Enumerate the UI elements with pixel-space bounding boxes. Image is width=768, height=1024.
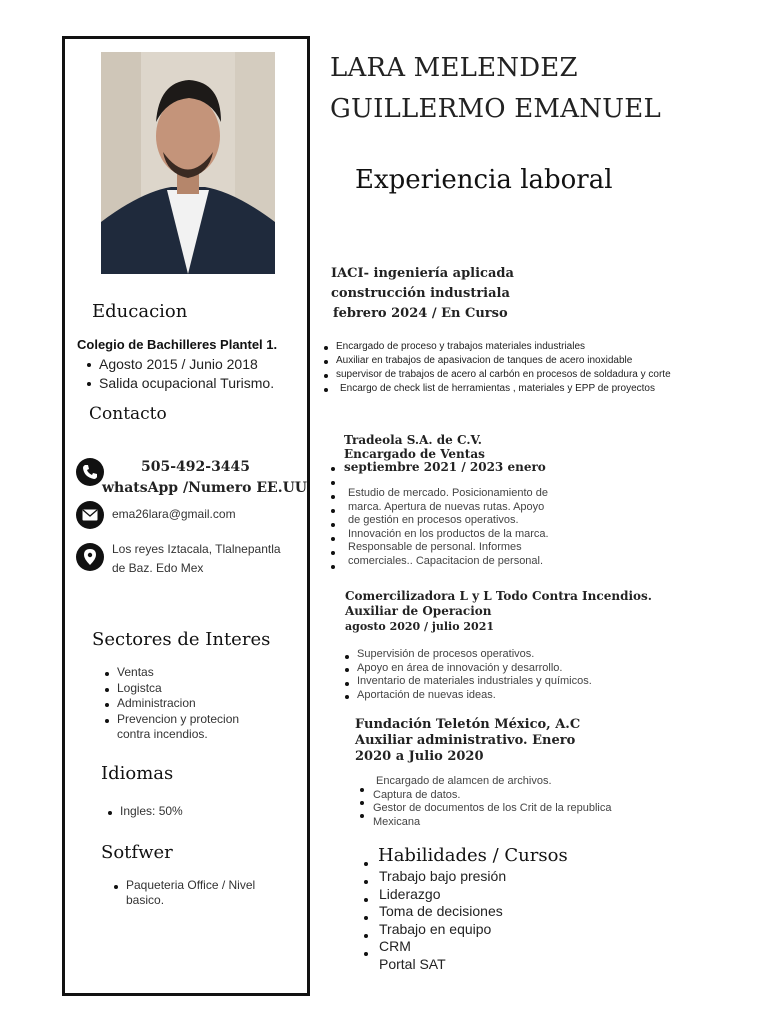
job-period: septiembre 2021 / 2023 enero (344, 460, 546, 474)
job-period: febrero 2024 / En Curso (333, 306, 508, 321)
list-item: Innovación en los productos de la marca. (348, 527, 549, 540)
profile-photo (101, 52, 275, 274)
interests-title: Sectores de Interes (92, 629, 271, 650)
experience-title: Experiencia laboral (355, 165, 613, 195)
list-item: Salida ocupacional Turismo. (85, 374, 274, 393)
skills-list (379, 868, 506, 973)
name-line-1: LARA MELENDEZ (330, 53, 578, 83)
envelope-icon (76, 501, 104, 529)
list-item: Auxiliar en trabajos de apasivacion de tanques de acero inoxidable (322, 354, 682, 368)
job-tasks (343, 648, 643, 702)
job-period: agosto 2020 / julio 2021 (345, 620, 495, 633)
list-item: Trabajo bajo presión (379, 868, 507, 884)
list-item: Paqueteria Office / Nivel basico. (112, 878, 272, 908)
bullet-column (331, 467, 335, 569)
job-company: IACI- ingeniería aplicada (331, 266, 514, 281)
list-item: Portal SAT (379, 955, 446, 972)
list-item: Inventario de materiales industriales y químicos. (343, 675, 643, 689)
list-item: comerciales.. Capacitacion de personal. (348, 554, 544, 567)
job-header (344, 434, 546, 475)
job-tasks (322, 340, 682, 396)
map-pin-icon (76, 543, 104, 571)
education-title: Educacion (92, 301, 188, 322)
software-title: Sotfwer (101, 842, 173, 863)
list-item: Ventas (103, 665, 273, 681)
list-item: Prevencion y protecion contra incendios. (103, 712, 273, 743)
name-line-2: GUILLERMO EMANUEL (330, 94, 661, 124)
list-item: Apoyo en área de innovación y desarrollo. (343, 662, 643, 676)
job-company: Fundación Teletón México, A.C (355, 717, 581, 732)
languages-list (106, 804, 183, 818)
list-item: marca. Apertura de nuevas rutas. Apoyo (348, 500, 545, 513)
list-item: de gestión en procesos operativos. (348, 514, 519, 526)
list-item: Liderazgo (379, 885, 441, 902)
list-item: Aportación de nuevas ideas. (343, 689, 643, 703)
languages-title: Idiomas (101, 763, 174, 784)
job-company: Comercilizadora L y L Todo Contra Incendios. (345, 589, 652, 603)
address-line-2: de Baz. Edo Mex (112, 561, 204, 575)
job-role: Auxiliar de Operacion (345, 604, 492, 618)
skills-title: Habilidades / Cursos (378, 845, 568, 866)
contact-title: Contacto (89, 404, 167, 424)
job-role: Encargado de Ventas (344, 446, 485, 461)
contact-phone-note: whatsApp /Numero EE.UU (102, 480, 307, 496)
list-item: Captura de datos. (373, 788, 461, 801)
contact-email[interactable]: ema26lara@gmail.com (112, 507, 236, 521)
interests-list (103, 665, 273, 743)
phone-icon (76, 458, 104, 486)
list-item: Supervisión de procesos operativos. (343, 648, 643, 662)
list-item: Administracion (103, 696, 273, 712)
list-item: Gestor de documentos de los Crit de la republica (373, 802, 612, 814)
contact-address (112, 540, 281, 578)
list-item: supervisor de trabajos de acero al carbón en procesos de soldadura y corte (322, 368, 682, 382)
list-item: Responsable de personal. Informes (348, 541, 522, 553)
bullet-column (364, 862, 368, 956)
job-header (345, 589, 652, 634)
contact-phone: 505-492-3445 (141, 459, 251, 475)
address-line-1: Los reyes Iztacala, Tlalnepantla (112, 542, 281, 556)
job-role: construcción industriala (331, 286, 510, 301)
education-list (85, 355, 274, 393)
list-item: Encargado de alamcen de archivos. (376, 775, 552, 787)
list-item: Agosto 2015 / Junio 2018 (85, 355, 274, 374)
list-item: Trabajo en equipo (379, 920, 492, 937)
job-header (355, 717, 580, 765)
bullet-column (360, 788, 364, 818)
list-item: Logistca (103, 681, 273, 697)
list-item: Toma de decisiones (379, 903, 503, 919)
list-item: Estudio de mercado. Posicionamiento de (348, 487, 548, 499)
education-school: Colegio de Bachilleres Plantel 1. (77, 337, 278, 352)
job-tasks (373, 775, 663, 829)
job-period: 2020 a Julio 2020 (355, 749, 484, 764)
list-item: Encargo de check list de herramientas , materiales y EPP de proyectos (322, 382, 682, 396)
job-company: Tradeola S.A. de C.V. (344, 433, 482, 447)
list-item: Ingles: 50% (106, 804, 183, 818)
job-tasks (348, 487, 588, 568)
list-item: CRM (379, 938, 411, 954)
list-item: Mexicana (373, 815, 421, 828)
job-role: Auxiliar administrativo. Enero (355, 733, 576, 748)
list-item: Encargado de proceso y trabajos materiales industriales (322, 340, 682, 354)
software-list (112, 878, 272, 908)
job-header (331, 264, 514, 324)
person-name (330, 48, 661, 130)
